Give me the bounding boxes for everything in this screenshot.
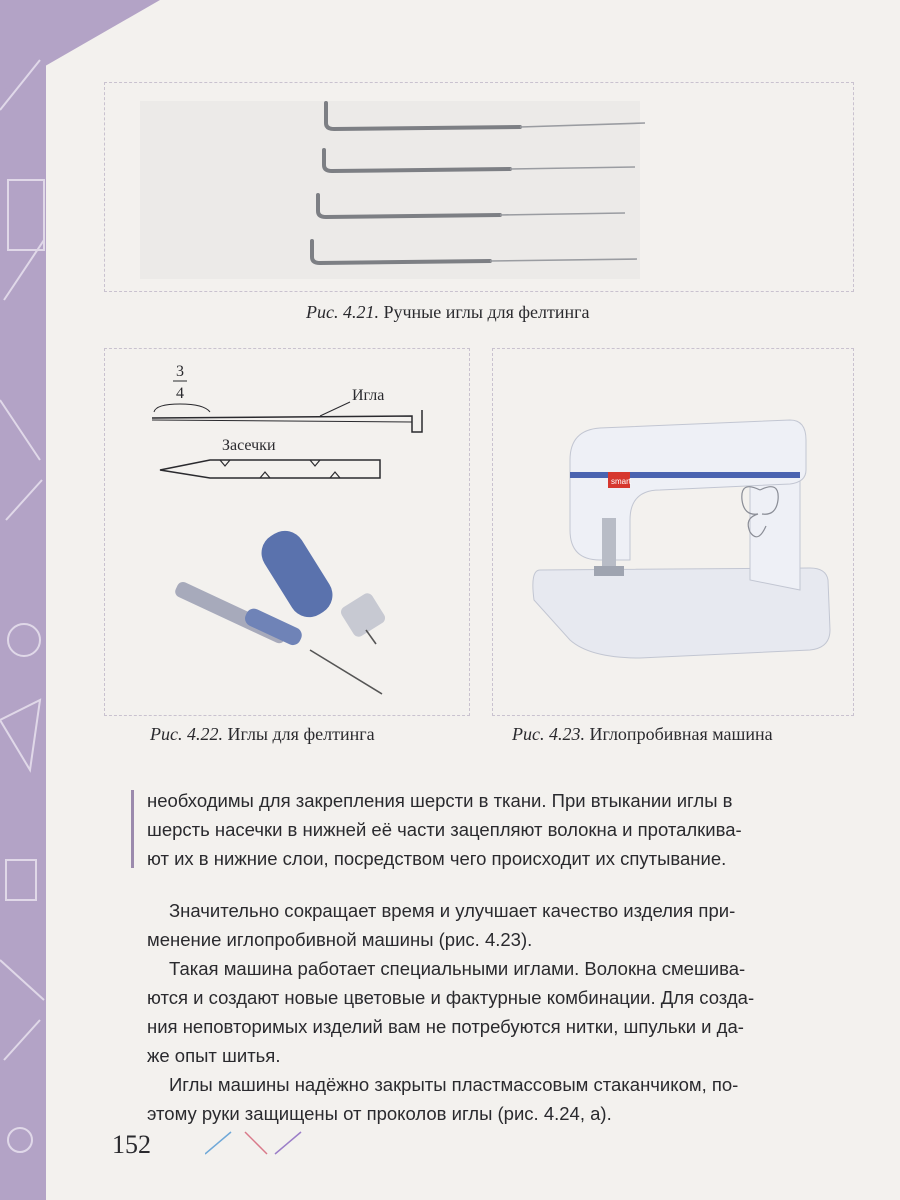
quote-line: необходимы для закрепления шерсти в ткани. При втыкании иглы в	[147, 790, 733, 811]
quote-bar	[131, 790, 134, 868]
fraction-numerator: 3	[176, 363, 184, 380]
figure-4-22-number: Рис. 4.22.	[150, 724, 223, 744]
text-line: же опыт шитья.	[147, 1045, 281, 1066]
needle-punch-machine-image	[510, 400, 850, 670]
figure-4-23-text: Иглопробивная машина	[589, 724, 773, 744]
figure-4-21-text: Ручные иглы для фелтинга	[383, 302, 590, 322]
text-line: этому руки защищены от проколов иглы (рис. 4.24, а).	[147, 1103, 612, 1124]
text-line: Иглы машины надёжно закрыты пластмассовым стаканчиком, по-	[169, 1074, 739, 1095]
paragraph-1	[147, 896, 865, 954]
label-notches: Засечки	[222, 437, 276, 454]
strip-pattern	[0, 0, 46, 1200]
figure-4-22-caption	[150, 724, 375, 745]
fraction-denominator: 4	[176, 385, 184, 402]
figure-4-21-number: Рис. 4.21.	[306, 302, 379, 322]
figure-4-23-number: Рис. 4.23.	[512, 724, 585, 744]
highlighted-paragraph	[147, 786, 865, 873]
felting-needles-diagram	[140, 358, 440, 708]
body-text	[147, 896, 865, 1128]
page-number: 152	[112, 1130, 151, 1159]
figure-4-22-text: Иглы для фелтинга	[227, 724, 375, 744]
text-line: Значительно сокращает время и улучшает качество изделия при-	[169, 900, 736, 921]
figure-4-21-caption	[306, 302, 590, 323]
machine-brand: smart	[611, 477, 631, 486]
paragraph-3	[147, 1070, 865, 1128]
hand-felting-needles-image	[140, 95, 660, 285]
quote-line: ют их в нижние слои, посредством чего происходит их спутывание.	[147, 848, 727, 869]
pen-felting-tool	[173, 523, 387, 694]
label-needle: Игла	[352, 387, 385, 404]
figure-4-23-caption	[512, 724, 773, 745]
text-line: ются и создают новые цветовые и фактурные комбинации. Для созда-	[147, 987, 755, 1008]
text-line: ния неповторимых изделий вам не потребуются нитки, шпульки и да-	[147, 1016, 744, 1037]
paragraph-2	[147, 954, 865, 1070]
text-line: менение иглопробивной машины (рис. 4.23).	[147, 929, 533, 950]
quote-line: шерсть насечки в нижней её части зацепляют волокна и проталкива-	[147, 819, 742, 840]
text-line: Такая машина работает специальными иглами. Волокна смешива-	[169, 958, 746, 979]
footer-decor-lines	[205, 1128, 305, 1158]
